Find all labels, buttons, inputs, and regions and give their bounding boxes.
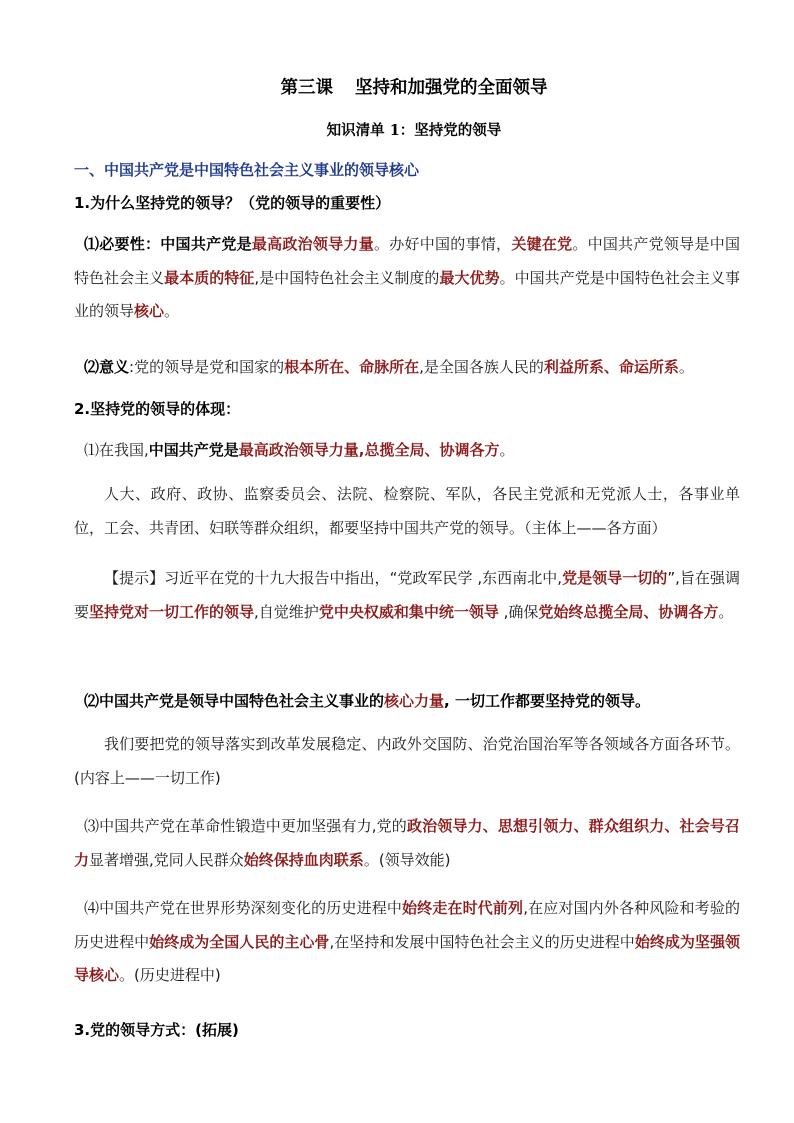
highlight-run: 关键在党	[511, 235, 573, 253]
highlight-run: 核心力量	[384, 692, 445, 710]
text-run: ⑷中国共产党在世界形势深刻变化的历史进程中	[84, 899, 403, 917]
highlight-run: 始终保持血肉联系	[243, 850, 364, 869]
text-run: 【提示】习近平在党的十九大报告中指出，“党政军民学 ,东西南北中,	[104, 569, 563, 587]
text-run: ,自觉维护	[254, 602, 319, 621]
paragraph-effectiveness	[74, 810, 740, 877]
highlight-run: 始终成为坚强领导核心	[74, 932, 740, 984]
highlight-run: 根本所在、命脉所在	[284, 358, 420, 376]
highlight-run: 利益所系、命运所系	[543, 358, 679, 376]
text-run: 显著增强,党同人民群众	[89, 850, 244, 869]
text-run: 中国共产党是	[148, 441, 239, 459]
text-run: ”,旨在强调要	[74, 569, 740, 621]
page-subtitle: 知识清单 1：坚持党的领导	[326, 122, 502, 139]
highlight-run: 始终成为全国人民的主心骨	[149, 932, 330, 951]
text-run: ⑵意义	[84, 358, 130, 376]
highlight-run: 核心	[134, 302, 165, 320]
text-run: ,是中国特色社会主义制度的	[254, 268, 440, 287]
text-run: 。(领导效能)	[363, 850, 451, 869]
text-run: 。	[499, 441, 515, 459]
question-heading-1: 1.为什么坚持党的领导？（党的领导的重要性）	[74, 194, 391, 212]
text-run: :党的领导是党和国家的	[129, 358, 285, 376]
paragraph-supreme-force	[74, 434, 740, 468]
paragraph-content-scope: 我们要把党的领导落实到改革发展稳定、内政外交国防、治党治国治军等各领域各方面各环节。(内容上——一切工作)	[74, 735, 740, 787]
paragraph-significance	[74, 351, 740, 385]
paragraph-tip	[74, 562, 740, 629]
highlight-run: 最高政治领导力量,总揽全局、协调各方	[238, 441, 500, 459]
highlight-run: 政治领导力、思想引领力、群众组织力、社会号召力	[74, 817, 740, 869]
section-heading-1: 一、中国共产党是中国特色社会主义事业的领导核心	[74, 161, 420, 179]
text-run: 。中国共产党是中国特色社会主义事业的领导	[74, 268, 740, 320]
highlight-run: 最大优势	[439, 268, 500, 287]
title-lesson: 第三课	[280, 78, 333, 98]
text-run: ,是全国各族人民的	[419, 358, 544, 376]
highlight-run: 党中央权威和集中统一领导	[318, 602, 499, 621]
highlight-run: 始终走在时代前列	[402, 899, 524, 917]
highlight-run: 坚持党对一切工作的领导	[89, 602, 255, 621]
text-run: 。中国共产党领导是中国特色社会主义	[74, 235, 740, 287]
highlight-run: 最本质的特征	[164, 268, 255, 287]
title-topic: 坚持和加强党的全面领导	[355, 78, 548, 98]
text-run: 。	[718, 602, 734, 621]
question-heading-3: 3.党的领导方式：(拓展)	[74, 1021, 239, 1039]
text-run: ⑵中国共产党是领导中国特色社会主义事业的	[84, 692, 385, 710]
text-run: 。办好中国的事情，	[373, 235, 512, 253]
paragraph-necessity	[74, 228, 740, 329]
paragraph-core-force	[74, 685, 740, 719]
text-run: ,确保	[498, 602, 539, 621]
text-run: 。(历史进程中)	[119, 966, 221, 984]
page-title	[0, 74, 794, 99]
text-run: ⑴必要性：中国共产党是	[84, 235, 252, 253]
question-heading-2: 2.坚持党的领导的体现：	[74, 400, 241, 418]
text-run: 。	[164, 302, 180, 320]
text-run: ,在坚持和发展中国特色社会主义的历史进程中	[329, 932, 635, 951]
text-run: ⑶中国共产党在革命性锻造中更加坚强有力,党的	[84, 817, 407, 835]
text-run: , 一切工作都要坚持党的领导。	[444, 692, 650, 710]
highlight-run: 党始终总揽全局、协调各方	[538, 602, 719, 621]
highlight-run: 党是领导一切的	[562, 569, 668, 587]
text-run: 。	[678, 358, 694, 376]
text-run: ⑴在我国,	[84, 441, 149, 459]
paragraph-history	[74, 892, 740, 993]
text-run: ,在应对国内外各种风险和考验的历史进程中	[74, 899, 740, 951]
highlight-run: 最高政治领导力量	[251, 235, 374, 253]
paragraph-subjects: 人大、政府、政协、监察委员会、法院、检察院、军队，各民主党派和无党派人士，各事业单位，工会、共青团、妇联等群众组织，都要坚持中国共产党的领导。（主体上——各方面）	[74, 485, 740, 537]
